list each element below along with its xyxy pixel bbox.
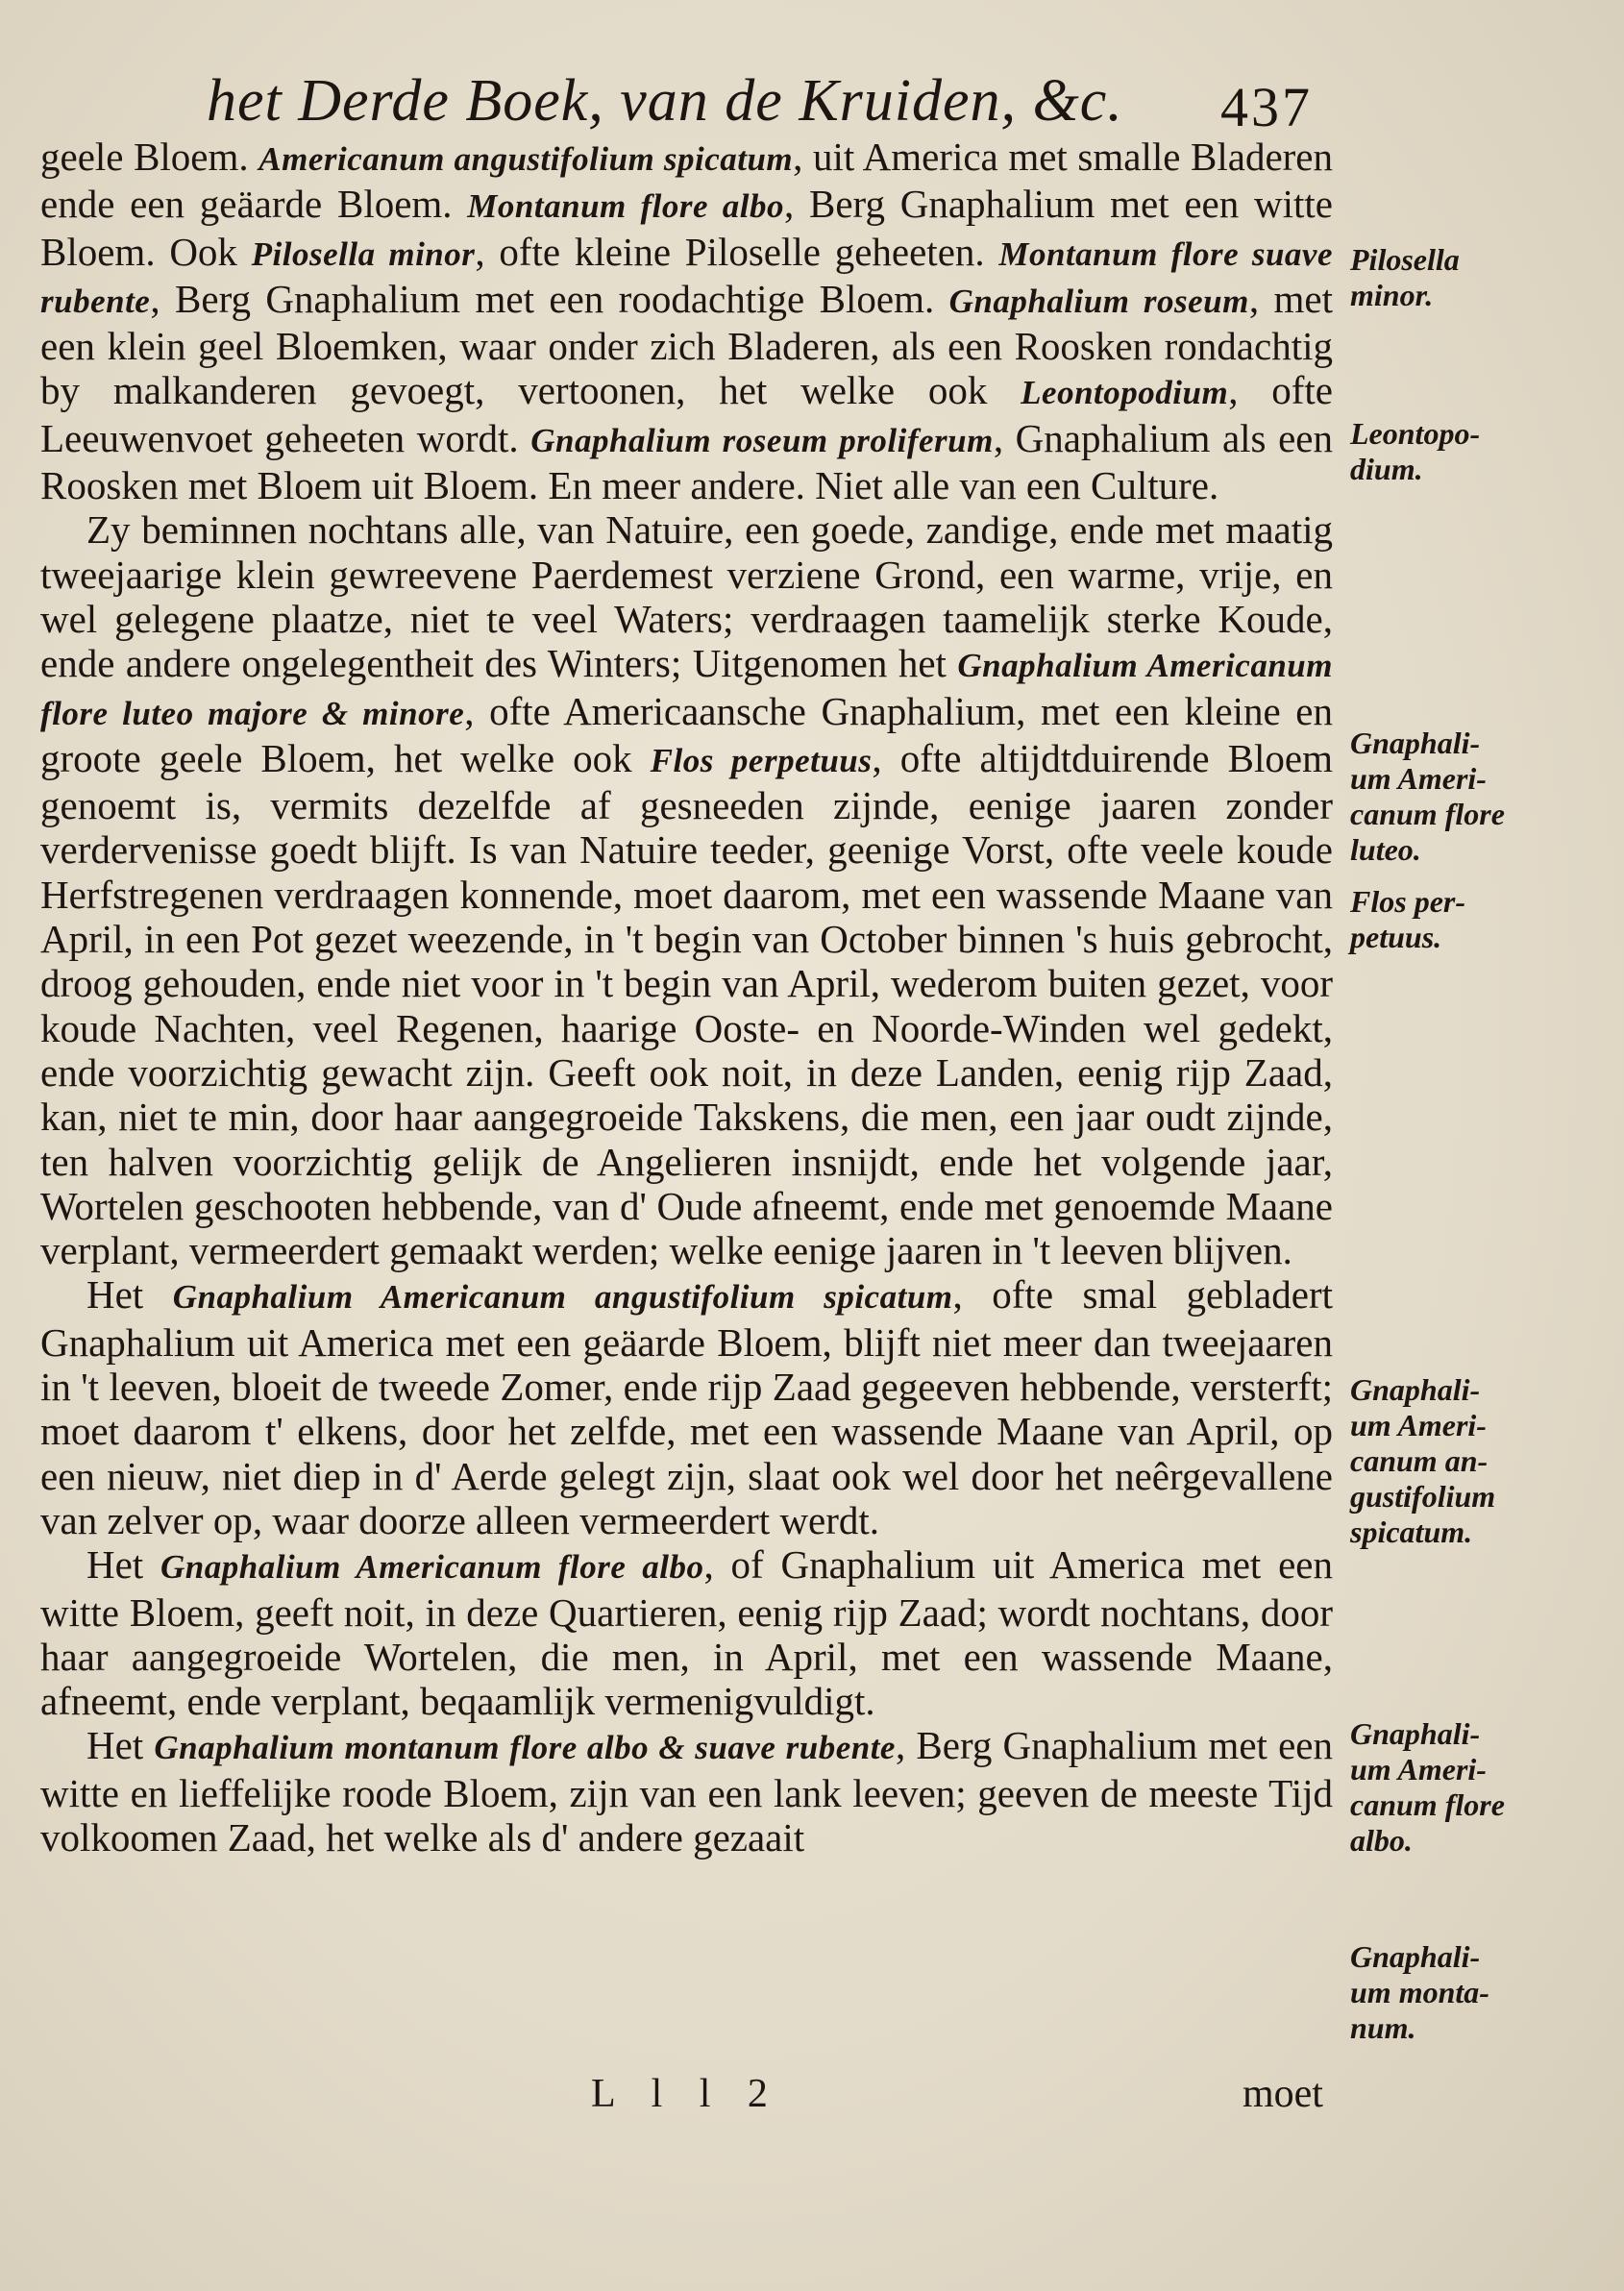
latin-plant-name: Pilosella minor: [251, 234, 476, 273]
body-text: , met een klein geel Bloemken, waar onder zich Bladeren, als een Roosken rondachtig by malkanderen gevoegt, vertoonen, het welke ook: [40, 276, 1334, 413]
latin-plant-name: Americanum angustifolium spicatum: [258, 140, 794, 178]
latin-plant-name: Gnaphalium Americanum angustifolium spicatum: [172, 1278, 953, 1317]
body-text: Het: [86, 1272, 173, 1318]
latin-plant-name: Leontopodium: [1021, 374, 1229, 412]
body-paragraph: [40, 1723, 1333, 1860]
running-title: het Derde Boek, van de Kruiden, &c.: [207, 68, 1123, 134]
side-note-gnaphalium-luteum: Gnaphali- um Ameri- canum flore luteo.: [1350, 726, 1505, 867]
latin-plant-name: Gnaphalium roseum: [948, 282, 1249, 320]
latin-plant-name: Gnaphalium Americanum flore luteo majore & minore: [40, 647, 1333, 732]
body-text: Zy beminnen nochtans alle, van Natuire, een goede, zandige, ende met maatig tweejaarige klein gewreevene Paerdemest verziene Grond, een warme, vrije, en wel gelegene plaatze, niet te veel Waters; verdraagen taamelijk sterke Koude, ende andere ongelegentheit des Winters; Uitgenomen het: [40, 507, 1333, 686]
body-text: , ofte smal gebladert Gnaphalium uit America met een geäarde Bloem, blijft niet meer dan tweejaaren in 't leeven, bloeit de tweede Zomer, ende rijp Zaad gegeeven hebbende, versterft; moet daarom t' elkens, door het zelfde, met een wassende Maane van April, op een nieuw, niet diep in d' Aerde gelegt zijn, slaat ook wel door het neêrgevallene van zelver op, waar doorze alleen vermeerdert werdt.: [40, 1272, 1333, 1542]
body-text: , uit America met smalle Bladeren ende een geäarde Bloem.: [40, 135, 1333, 227]
body-text: , Gnaphalium als een Roosken met Bloem uit Bloem. En meer andere. Niet alle van een Culture.: [40, 415, 1334, 508]
body-text: , of Gnaphalium uit America met een witte Bloem, geeft noit, in deze Quartieren, eenig rijp Zaad; wordt nochtans, door haar aangegroeide Wortelen, die men, in April, met een wassende Maane, afneemt, ende verplant, beqaamlijk vermenigvuldigt.: [40, 1542, 1333, 1724]
latin-plant-name: Gnaphalium Americanum flore albo: [160, 1548, 704, 1587]
body-paragraph: [40, 135, 1333, 507]
side-note-leontopodium: Leontopo- dium.: [1350, 416, 1481, 486]
latin-plant-name: Flos perpetuus: [650, 741, 873, 779]
side-note-gnaphalium-spicatum: Gnaphali- um Ameri- canum an- gustifolium spicatum.: [1350, 1372, 1496, 1549]
side-note-gnaphalium-montanum: Gnaphali- um monta- num.: [1350, 1939, 1489, 2045]
signature-mark: L l l 2: [591, 2072, 781, 2116]
body-text: Het: [86, 1542, 161, 1588]
latin-plant-name: Gnaphalium montanum flore albo & suave rubente: [154, 1729, 896, 1767]
body-text: , ofte Leeuwenvoet geheeten wordt.: [40, 368, 1333, 460]
body-paragraph: [40, 507, 1333, 1272]
body-text: Het: [86, 1723, 155, 1768]
body-text: , ofte Americaansche Gnaphalium, met een kleine en groote geele Bloem, het welke ook: [40, 688, 1333, 780]
main-text: [40, 135, 1333, 1860]
latin-plant-name: Montanum flore albo: [467, 187, 785, 226]
page-number: 437: [1220, 76, 1313, 138]
body-text: , Berg Gnaphalium met een witte Bloem. Ook: [40, 182, 1333, 274]
side-note-gnaphalium-albo: Gnaphali- um Ameri- canum flore albo.: [1350, 1716, 1505, 1858]
body-paragraph: [40, 1542, 1333, 1723]
body-text: , Berg Gnaphalium met een witte en lieffelijke roode Bloem, zijn van een lank leeven; geeven de meeste Tijd volkoomen Zaad, het welke als d' andere gezaait: [40, 1723, 1334, 1860]
body-text: , ofte altijdtduirende Bloem genoemt is, vermits dezelfde af gesneeden zijnde, eenige jaaren zonder verdervenisse goedt blijft. Is van Natuire teeder, geenige Vorst, ofte veele koude Herfstregenen verdraagen konnende, moet daarom, met een wassende Maane van April, in een Pot gezet weezende, in 't begin van October binnen 's huis gebrocht, droog gehouden, ende niet voor in 't begin van April, wederom buiten gezet, voor koude Nachten, veel Regenen, haarige Ooste- en Noorde-Winden wel gedekt, ende voorzichtig gewacht zijn. Geeft ook noit, in deze Landen, eenig rijp Zaad, kan, niet te min, door haar aangegroeide Takskens, die men, een jaar oudt zijnde, ten halven voorzichtig gelijk de Angelieren insnijdt, ende het volgende jaar, Wortelen geschooten hebbende, van d' Oude afneemt, ende met genoemde Maane verplant, vermeerdert gemaakt werden; welke eenige jaaren in 't leeven blijven.: [40, 735, 1333, 1273]
side-note-pilosella: Pilosella minor.: [1350, 242, 1460, 312]
body-text: geele Bloem.: [40, 135, 259, 179]
catchword: moet: [1243, 2072, 1323, 2116]
side-note-flos-perpetuus: Flos per- petuus.: [1350, 884, 1465, 954]
latin-plant-name: Gnaphalium roseum proliferum: [530, 421, 994, 459]
body-text: , ofte kleine Piloselle geheeten.: [475, 229, 999, 274]
body-paragraph: [40, 1272, 1333, 1542]
page-footer: [0, 2071, 1624, 2148]
body-text: , Berg Gnaphalium met een roodachtige Bloem.: [150, 276, 949, 321]
latin-plant-name: Montanum flore suave rubente: [40, 234, 1334, 320]
